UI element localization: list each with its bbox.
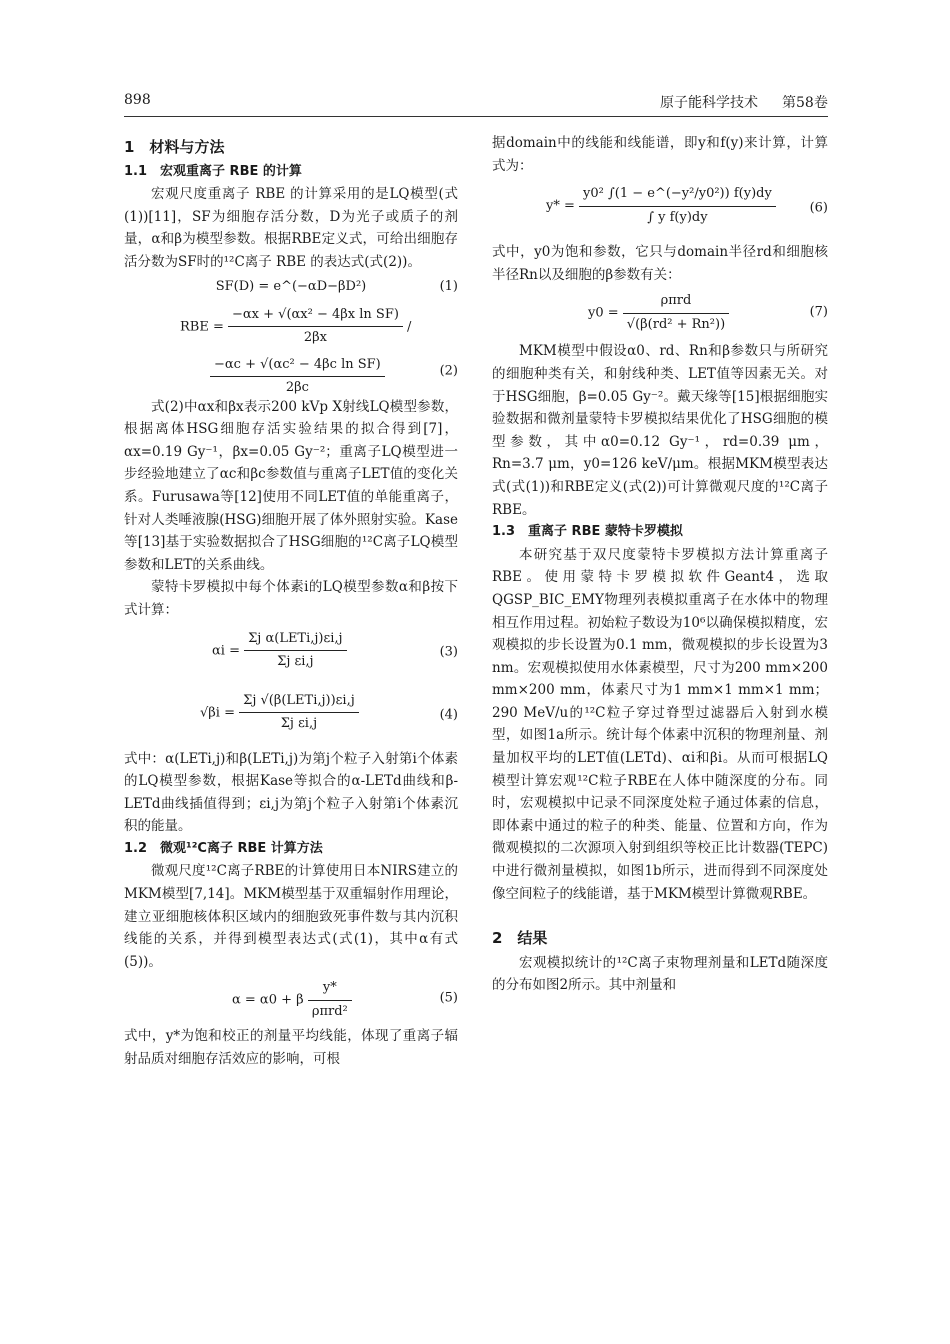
page-number: 898 bbox=[124, 92, 151, 108]
equation-5-denominator: ρπrd² bbox=[311, 1004, 348, 1020]
equation-3-fraction bbox=[244, 628, 346, 674]
equation-7 bbox=[492, 286, 828, 340]
equation-4-denominator: Σj εi,j bbox=[280, 716, 318, 732]
equation-1 bbox=[124, 274, 458, 300]
journal-title: 原子能科学技术 bbox=[660, 95, 758, 111]
paragraph: 本研究基于双尺度蒙特卡罗模拟方法计算重离子RBE。使用蒙特卡罗模拟软件Geant4，选取QGSP_BIC_EMY物理列表模拟重离子在水体中的物理相互作用过程。初始粒子数设为10⁶以确保模拟精度，宏观模拟的步长设置为0.1 mm，微观模拟的步长设置为3 nm。宏观模拟使用水体素模型，尺寸为200 mm×200 mm×200 mm，体素尺寸为1 mm×1 mm×1 mm；290 MeV/u的¹²C粒子穿过脊型过滤器后入射到水模型，如图1a所示。统计每个体素中沉积的物理剂量、剂量加权平均的LET值(LETd)、αi和βi。从而可根据LQ模型计算宏观¹²C粒子RBE在人体中随深度的分布。同时，宏观模拟中记录不同深度处粒子通过体素的信息，即体素中通过的粒子的种类、能量、位置和方向，作为微观模拟的二次源项入射到组织等校正比计数器(TEPC)中进行微剂量模拟，如图1b所示，进而得到不同深度处像空间粒子的线能谱，基于MKM模型计算微观RBE。 bbox=[492, 546, 828, 902]
equation-7-numerator: ρπrd bbox=[623, 290, 729, 314]
left-column bbox=[124, 132, 458, 1071]
section-heading-1: 1 材料与方法 bbox=[124, 138, 225, 156]
equation-5-numerator: y* bbox=[308, 977, 352, 1001]
section-heading-2: 2 结果 bbox=[492, 929, 548, 948]
equation-6-number: (6) bbox=[809, 200, 828, 216]
equation-2: RBE = $\frac{\text{−αx + √(αx² − 4βx ln SF)}}{2\beta x}$ / $\frac{\text{−αc + √(αc² − 4βc ln SF)}}{2\beta c}$ (2) bbox=[124, 300, 458, 396]
equation-1-number: (1) bbox=[439, 278, 458, 294]
equation-4-lhs: √βi = bbox=[200, 705, 235, 721]
section-heading-1-3: 1.3 重离子 RBE 蒙特卡罗模拟 bbox=[492, 524, 683, 540]
equation-3 bbox=[124, 622, 458, 684]
equation-3-denominator: Σj εi,j bbox=[277, 654, 314, 670]
equation-1-body: SF(D) = e^(−αD−βD²) bbox=[215, 278, 367, 294]
equation-5-number: (5) bbox=[439, 991, 458, 1007]
paragraph: MKM模型中假设α0、rd、Rn和β参数只与所研究的细胞种类有关，和射线种类、LET值等因素无关。对于HSG细胞，β=0.05 Gy⁻²。戴天缘等[15]根据细胞实验数据和微剂量蒙特卡罗模拟结果优化了HSG细胞的模型参数，其中α0=0.12 Gy⁻¹，rd=0.39 μm，Rn=3.7 μm，y0=126 keV/μm。根据MKM模型表达式(式(1))和RBE定义(式(2))可计算微观尺度的¹²C离子 RBE。 bbox=[492, 343, 828, 518]
equation-6-denominator: ∫ y f(y)dy bbox=[647, 209, 708, 225]
equation-4-numerator: Σj √(β(LETi,j))εi,j bbox=[239, 690, 359, 714]
equation-6 bbox=[492, 177, 828, 241]
equation-2-fraction-bottom bbox=[210, 354, 385, 400]
section-heading-1-1: 1.1 宏观重离子 RBE 的计算 bbox=[124, 163, 302, 179]
equation-2-numerator-bottom: −αc + √(αc² − 4βc ln SF) bbox=[210, 354, 385, 378]
equation-2-fraction-top bbox=[228, 304, 403, 350]
equation-5 bbox=[124, 973, 458, 1025]
equation-7-denominator: √(β(rd² + Rn²)) bbox=[626, 316, 726, 332]
equation-6-numerator: y0² ∫(1 − e^(−y²/y0²)) f(y)dy bbox=[579, 183, 776, 207]
equation-5-fraction bbox=[308, 977, 352, 1023]
right-column bbox=[492, 132, 828, 997]
equation-3-lhs: αi = bbox=[212, 643, 240, 659]
paragraph: 微观尺度¹²C离子RBE的计算使用日本NIRS建立的MKM模型[7,14]。MKM模型基于双重辐射作用理论，建立亚细胞核体积区域内的细胞致死事件数与其内沉积线能的关系，并得到模型表达式(式(1)，其中α有式(5))。 bbox=[124, 863, 458, 970]
paragraph: 式中，y0为饱和参数，它只与domain半径rd和细胞核半径Rn以及细胞的β参数有关： bbox=[492, 244, 828, 283]
paragraph: 式中：α(LETi,j)和β(LETi,j)为第j个粒子入射第i个体素的LQ模型参数，根据Kase等拟合的α-LETd曲线和β-LETd曲线插值得到；εi,j为第j个粒子入射第i个体素沉积的能量。 bbox=[124, 750, 458, 835]
paragraph: 宏观模拟统计的¹²C离子束物理剂量和LETd随深度的分布如图2所示。其中剂量和 bbox=[492, 954, 828, 994]
equation-4-number: (4) bbox=[439, 707, 458, 723]
equation-6-fraction bbox=[579, 183, 776, 229]
paragraph: 据domain中的线能和线能谱，即y和f(y)来计算，计算式为： bbox=[492, 135, 828, 174]
equation-2-denominator-bottom: 2βc bbox=[285, 380, 309, 396]
equation-7-number: (7) bbox=[809, 305, 828, 321]
paragraph: 式(2)中αx和βx表示200 kVp X射线LQ模型参数，根据离体HSG细胞存活实验结果的拟合得到[7]，αx=0.19 Gy⁻¹，βx=0.05 Gy⁻²；重离子LQ模型进一步经验地建立了αc和βc参数值与重离子LET值的变化关系。Furusawa等[12]使用不同LET值的单能重离子，针对人类唾液腺(HSG)细胞开展了体外照射实验。Kase等[13]基于实验数据拟合了HSG细胞的¹²C离子LQ模型参数和LET的关系曲线。 bbox=[124, 398, 458, 573]
equation-7-lhs: y0 = bbox=[588, 305, 619, 321]
paragraph: 蒙特卡罗模拟中每个体素i的LQ模型参数α和β按下式计算： bbox=[124, 579, 458, 618]
equation-4 bbox=[124, 684, 458, 748]
equation-5-lhs: α = α0 + β bbox=[232, 993, 304, 1009]
equation-3-number: (3) bbox=[439, 644, 458, 660]
volume-label: 第58卷 bbox=[782, 95, 828, 111]
equation-2-numerator-top: −αx + √(αx² − 4βx ln SF) bbox=[228, 304, 403, 328]
equation-7-fraction bbox=[623, 290, 729, 336]
paragraph: 式中，y*为饱和校正的剂量平均线能，体现了重离子辐射品质对细胞存活效应的影响，可根 bbox=[124, 1028, 458, 1068]
section-heading-1-2: 1.2 微观¹²C离子 RBE 计算方法 bbox=[124, 840, 323, 856]
equation-6-lhs: y* = bbox=[546, 198, 575, 214]
equation-2-lhs: RBE = bbox=[180, 319, 224, 335]
header-rule bbox=[124, 116, 828, 117]
equation-2-number: (2) bbox=[439, 363, 458, 379]
paragraph: 宏观尺度重离子 RBE 的计算采用的是LQ模型(式(1))[11]，SF为细胞存活分数，D为光子或质子的剂量，α和β为模型参数。根据RBE定义式，可给出细胞存活分数为SF时的¹²C离子 RBE 的表达式(式(2))。 bbox=[124, 186, 458, 270]
equation-3-numerator: Σj α(LETi,j)εi,j bbox=[244, 628, 346, 652]
equation-4-fraction bbox=[239, 690, 359, 736]
equation-2-denominator-top: 2βx bbox=[303, 330, 328, 346]
